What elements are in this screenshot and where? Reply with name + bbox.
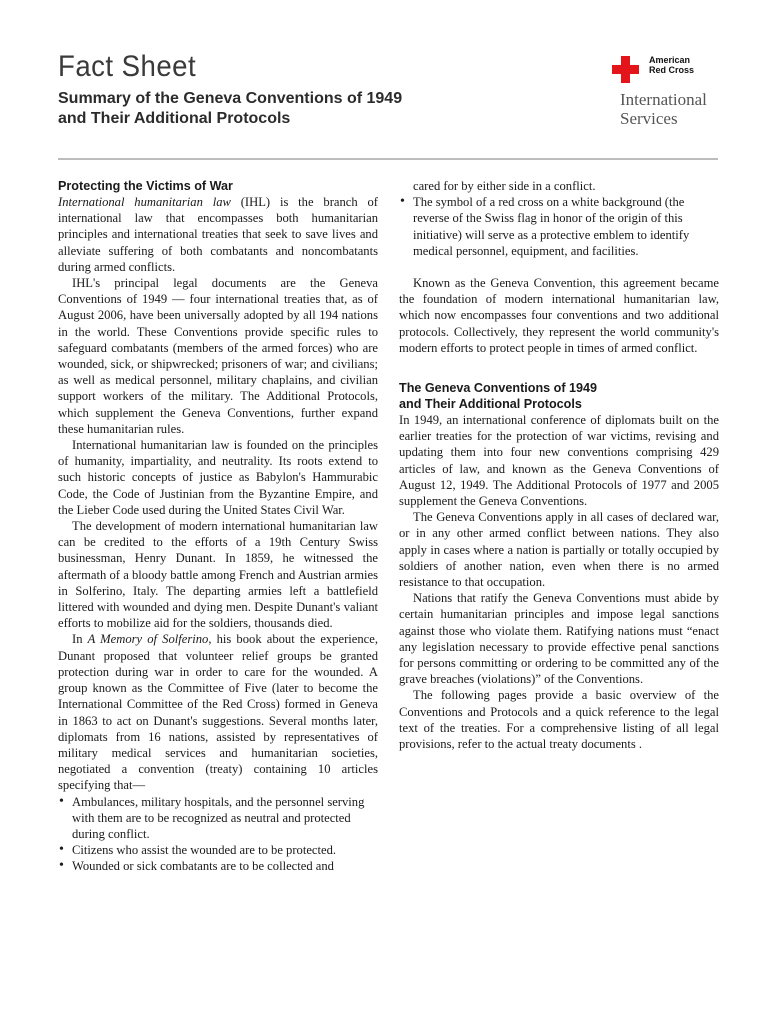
section-heading-geneva-conventions bbox=[399, 380, 719, 412]
subtitle-line-1: Summary of the Geneva Conventions of 1949 bbox=[58, 90, 403, 107]
book-title: A Memory of Solferino bbox=[87, 632, 209, 647]
list-item-continuation bbox=[399, 178, 719, 194]
list-item-text: The symbol of a red cross on a white background (the reverse of the Swiss flag in honor of the origin of this initiative) will serve as a protective emblem to identify medical personnel, equipment, and facilities. bbox=[413, 195, 690, 258]
paragraph-overview: The following pages provide a basic overview of the Conventions and Protocols and a quick reference to the legal text of the treaties. For a comprehensive listing of all legal provisions, refer to the actual treaty documents . bbox=[399, 688, 719, 752]
list-item bbox=[58, 858, 378, 874]
spacer bbox=[399, 259, 719, 275]
convention-articles-list bbox=[58, 794, 378, 875]
section-heading-protecting-victims: Protecting the Victims of War bbox=[58, 179, 233, 193]
brand-line-2: Red Cross bbox=[649, 65, 695, 75]
division-line-1: International bbox=[620, 90, 707, 109]
brand-line-1: American bbox=[649, 55, 691, 65]
subtitle-line-2: and Their Additional Protocols bbox=[58, 110, 291, 127]
red-cross-icon bbox=[612, 56, 639, 83]
paragraph-ihl-definition bbox=[58, 194, 378, 275]
paragraph-ratifying-nations: Nations that ratify the Geneva Conventions must abide by certain humanitarian principles and impose legal sanctions against those who violate them. Ratifying nations must “enact any legislation necessary to provide effective penal sanctions for persons committing or ordering to be committed any of the grave breaches (violations)” of the Conventions. bbox=[399, 591, 719, 687]
list-item-text: Wounded or sick combatants are to be collected and bbox=[72, 859, 334, 874]
paragraph-henry-dunant: The development of modern international humanitarian law can be credited to the efforts of a 19th Century Swiss businessman, Henry Dunant. In 1859, he witnessed the aftermath of a bloody battle among French and Austrian armies in Solferino, Italy. The departing armies left a battlefield littered with wounded and dying men. Despite Dunant's valiant efforts to mobilize aid for the soldiers, thousands died. bbox=[58, 519, 378, 631]
division-line-2: Services bbox=[620, 109, 678, 128]
spacer bbox=[399, 356, 719, 380]
header-divider bbox=[58, 158, 718, 160]
heading-line-2: and Their Additional Protocols bbox=[399, 397, 582, 412]
list-item-text: cared for by either side in a conflict. bbox=[413, 179, 596, 193]
p5-pre: In bbox=[72, 632, 88, 647]
ihl-term: International humanitarian law bbox=[58, 195, 231, 209]
bullet-icon: • bbox=[59, 842, 64, 858]
bullet-icon: • bbox=[59, 793, 64, 809]
brand-name bbox=[649, 55, 694, 75]
list-item bbox=[58, 842, 378, 858]
convention-articles-list-continued bbox=[399, 178, 719, 259]
list-item-text: Citizens who assist the wounded are to be protected. bbox=[72, 843, 337, 858]
bullet-icon: • bbox=[59, 858, 64, 874]
right-column bbox=[399, 178, 719, 752]
paragraph-geneva-documents: IHL's principal legal documents are the Geneva Conventions of 1949 — four international treaties that, as of August 2006, have been universally adopted by all 194 nations in the world. These Conventions provide specific rules to safeguard combatants (members of the armed forces) who are wounded, sick, or shipwrecked; prisoners of war; and civilians; as well as medical personnel, military chaplains, and civilian support workers of the military. The Additional Protocols, which supplement the Geneva Conventions, further expand these humanitarian rules. bbox=[58, 276, 378, 436]
ihl-definition-text: (IHL) is the branch of international law that encompasses both humanitarian principles and international treaties that seek to save lives and alleviate suffering of both combatants and noncombatants during armed conflicts. bbox=[58, 195, 378, 274]
paragraph-geneva-convention-foundation: Known as the Geneva Convention, this agreement became the foundation of modern international humanitarian law, which now encompasses four conventions and two additional protocols. Collectively, they represent the world community's modern efforts to protect people in times of armed conflict. bbox=[399, 276, 719, 355]
paragraph-ihl-principles: International humanitarian law is founded on the principles of humanity, impartiality, and neutrality. Its roots extend to such historic concepts of justice as Babylon's Hammurabic Code, the Code of Justinian from the Byzantine Empire, and the Lieber Code used during the United States Civil War. bbox=[58, 438, 378, 517]
bullet-icon: • bbox=[400, 194, 405, 210]
paragraph-application: The Geneva Conventions apply in all cases of declared war, or in any other armed conflict between nations. They also apply in cases where a nation is partially or totally occupied by soldiers of another nation, even when there is no armed resistance to that occupation. bbox=[399, 510, 719, 590]
paragraph-memory-of-solferino bbox=[58, 631, 378, 793]
list-item bbox=[399, 194, 719, 259]
heading-line-1: The Geneva Conventions of 1949 bbox=[399, 381, 598, 396]
left-column bbox=[58, 178, 378, 875]
american-red-cross-logo bbox=[612, 54, 722, 134]
page-title: Fact Sheet bbox=[58, 50, 197, 83]
p5-rest: , his book about the experience, Dunant proposed that volunteer relief groups be granted protection during war in order to care for the wounded. A group known as the Committee of Five (later to become the International Committee of the Red Cross) formed in Geneva in 1863 to act on Dunant's suggestions. Several months later, diplomats from 16 nations, assisted by representatives of military medical services and humanitarian societies, negotiated a convention (treaty) containing 10 articles specifying that— bbox=[58, 632, 378, 793]
paragraph-1949-conference: In 1949, an international conference of diplomats built on the earlier treaties for the protection of war victims, revising and updating them into four new conventions comprising 429 articles of law, and known as the Geneva Conventions of August 12, 1949. The Additional Protocols of 1977 and 2005 supplement the Geneva Conventions. bbox=[399, 413, 719, 509]
list-item bbox=[58, 794, 378, 843]
division-name bbox=[620, 90, 707, 128]
page-subtitle bbox=[58, 89, 528, 129]
list-item-text: Ambulances, military hospitals, and the personnel serving with them are to be recognized as neutral and protected during conflict. bbox=[72, 794, 365, 841]
